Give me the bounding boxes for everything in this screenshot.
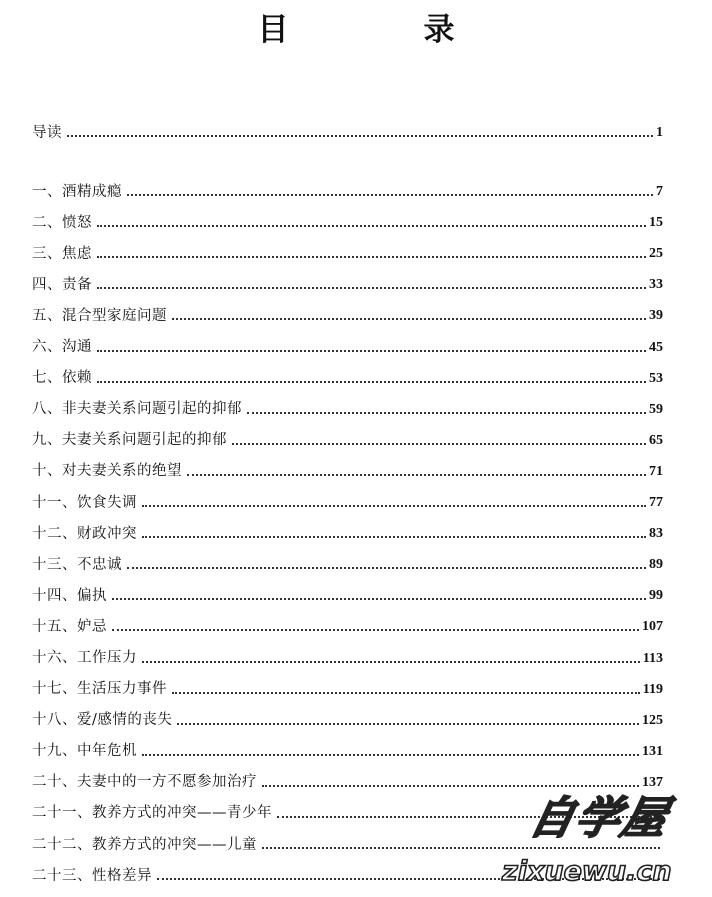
toc-entry-page: 15 [649,215,663,231]
toc-entry-page: 77 [649,495,663,511]
dot-leader [172,317,646,320]
toc-entry-label: 四、责备 [32,276,92,293]
toc-entry-label: 十六、工作压力 [32,650,137,666]
toc-entry-label: 二十一、教养方式的冲突——青少年 [32,805,272,822]
dot-leader [97,224,646,227]
toc-entry-label: 五、混合型家庭问题 [32,307,167,324]
dot-leader [127,566,646,569]
toc-intro-section [32,109,663,140]
toc-entry[interactable] [32,168,663,199]
dot-leader [112,597,646,600]
toc-entry-page: 131 [642,743,663,759]
dot-leader [97,255,646,258]
dot-leader [232,442,646,445]
toc-entry-label: 二十三、性格差异 [32,867,152,884]
toc-entry[interactable] [32,603,663,634]
toc-entry[interactable] [32,634,663,665]
toc-entry-page: 39 [649,308,663,324]
toc-entry-page: 25 [649,246,663,262]
dot-leader [177,722,639,725]
toc-entry[interactable] [32,697,663,728]
toc-entry[interactable] [32,448,663,479]
toc-entry-page: 99 [649,588,663,604]
dot-leader [97,349,646,352]
dot-leader [67,134,653,137]
toc-entry-page: 65 [649,432,663,448]
dot-leader [142,535,646,538]
toc-entry-label: 十一、饮食失调 [32,494,137,511]
dot-leader [247,411,646,414]
toc-entry-label: 二十二、教养方式的冲突——儿童 [32,836,257,853]
toc-entry-page: 7 [656,184,663,200]
toc-entry[interactable] [32,292,663,323]
toc-entry-label: 十二、财政冲突 [32,525,137,542]
toc-entry-page: 53 [649,370,663,386]
toc-entry-label: 十、对夫妻关系的绝望 [32,463,182,480]
dot-leader [97,380,646,383]
toc-entry-label: 九、夫妻关系问题引起的抑郁 [32,432,227,449]
toc-entry-label: 十七、生活压力事件 [32,681,167,698]
toc-entry-label: 导读 [32,124,62,141]
dot-leader [142,660,640,663]
dot-leader [142,753,639,756]
toc-entry-page: 33 [649,277,663,293]
toc-entry-page: 59 [649,401,663,417]
toc-entry-label: 十四、偏执 [32,587,107,604]
toc-entry[interactable] [32,230,663,261]
dot-leader [172,691,640,694]
toc-entry-label: 十九、中年危机 [32,743,137,760]
toc-entry[interactable] [32,759,663,790]
toc-entry[interactable] [32,666,663,697]
dot-leader [142,504,646,507]
toc-entry-page: 113 [642,650,663,666]
toc-entry-page: 71 [649,463,663,479]
toc-entry-page: 89 [649,557,663,573]
toc-entry-label: 六、沟通 [32,339,92,356]
toc-entry-page: 45 [649,339,663,355]
toc-entry-label: 二十、夫妻中的一方不愿参加治疗 [32,774,257,791]
toc-entry-label: 三、焦虑 [32,245,92,262]
dot-leader [187,473,646,476]
toc-entry-label: 一、酒精成瘾 [32,183,122,200]
dot-leader [97,286,646,289]
toc-chapter-list [32,168,663,883]
toc-entry-label: 十八、爱/感情的丧失 [32,712,173,729]
toc-entry-label: 十五、妒忌 [32,618,107,635]
toc-entry-label: 八、非夫妻关系问题引起的抑郁 [32,401,242,418]
toc-entry-label: 二、愤怒 [32,214,92,231]
toc-entry[interactable] [32,109,663,140]
toc-entry[interactable] [32,355,663,386]
toc-entry[interactable] [32,541,663,572]
toc-entry[interactable] [32,261,663,292]
dot-leader [127,193,653,196]
toc-entry-page: 107 [642,619,663,635]
toc-entry[interactable] [32,199,663,230]
toc-entry[interactable] [32,386,663,417]
page-title: 目 录 [257,12,507,48]
toc-entry-page: 1 [656,125,663,141]
toc-entry-page: 125 [642,712,663,728]
toc-entry-page: 137 [642,774,663,790]
toc-entry-page: 119 [642,681,663,697]
watermark-logo: 自学屋 [524,793,674,844]
toc-entry[interactable] [32,323,663,354]
toc-entry-page: 83 [649,526,663,542]
watermark [500,792,705,892]
dot-leader [262,784,639,787]
toc-entry-label: 十三、不忠诚 [32,556,122,573]
toc-entry[interactable] [32,572,663,603]
toc-entry[interactable] [32,510,663,541]
toc-entry[interactable] [32,417,663,448]
toc-entry-label: 七、依赖 [32,370,92,387]
dot-leader [112,628,639,631]
toc-entry[interactable] [32,728,663,759]
toc-entry[interactable] [32,479,663,510]
watermark-url: zixuewu.cn [502,856,672,887]
